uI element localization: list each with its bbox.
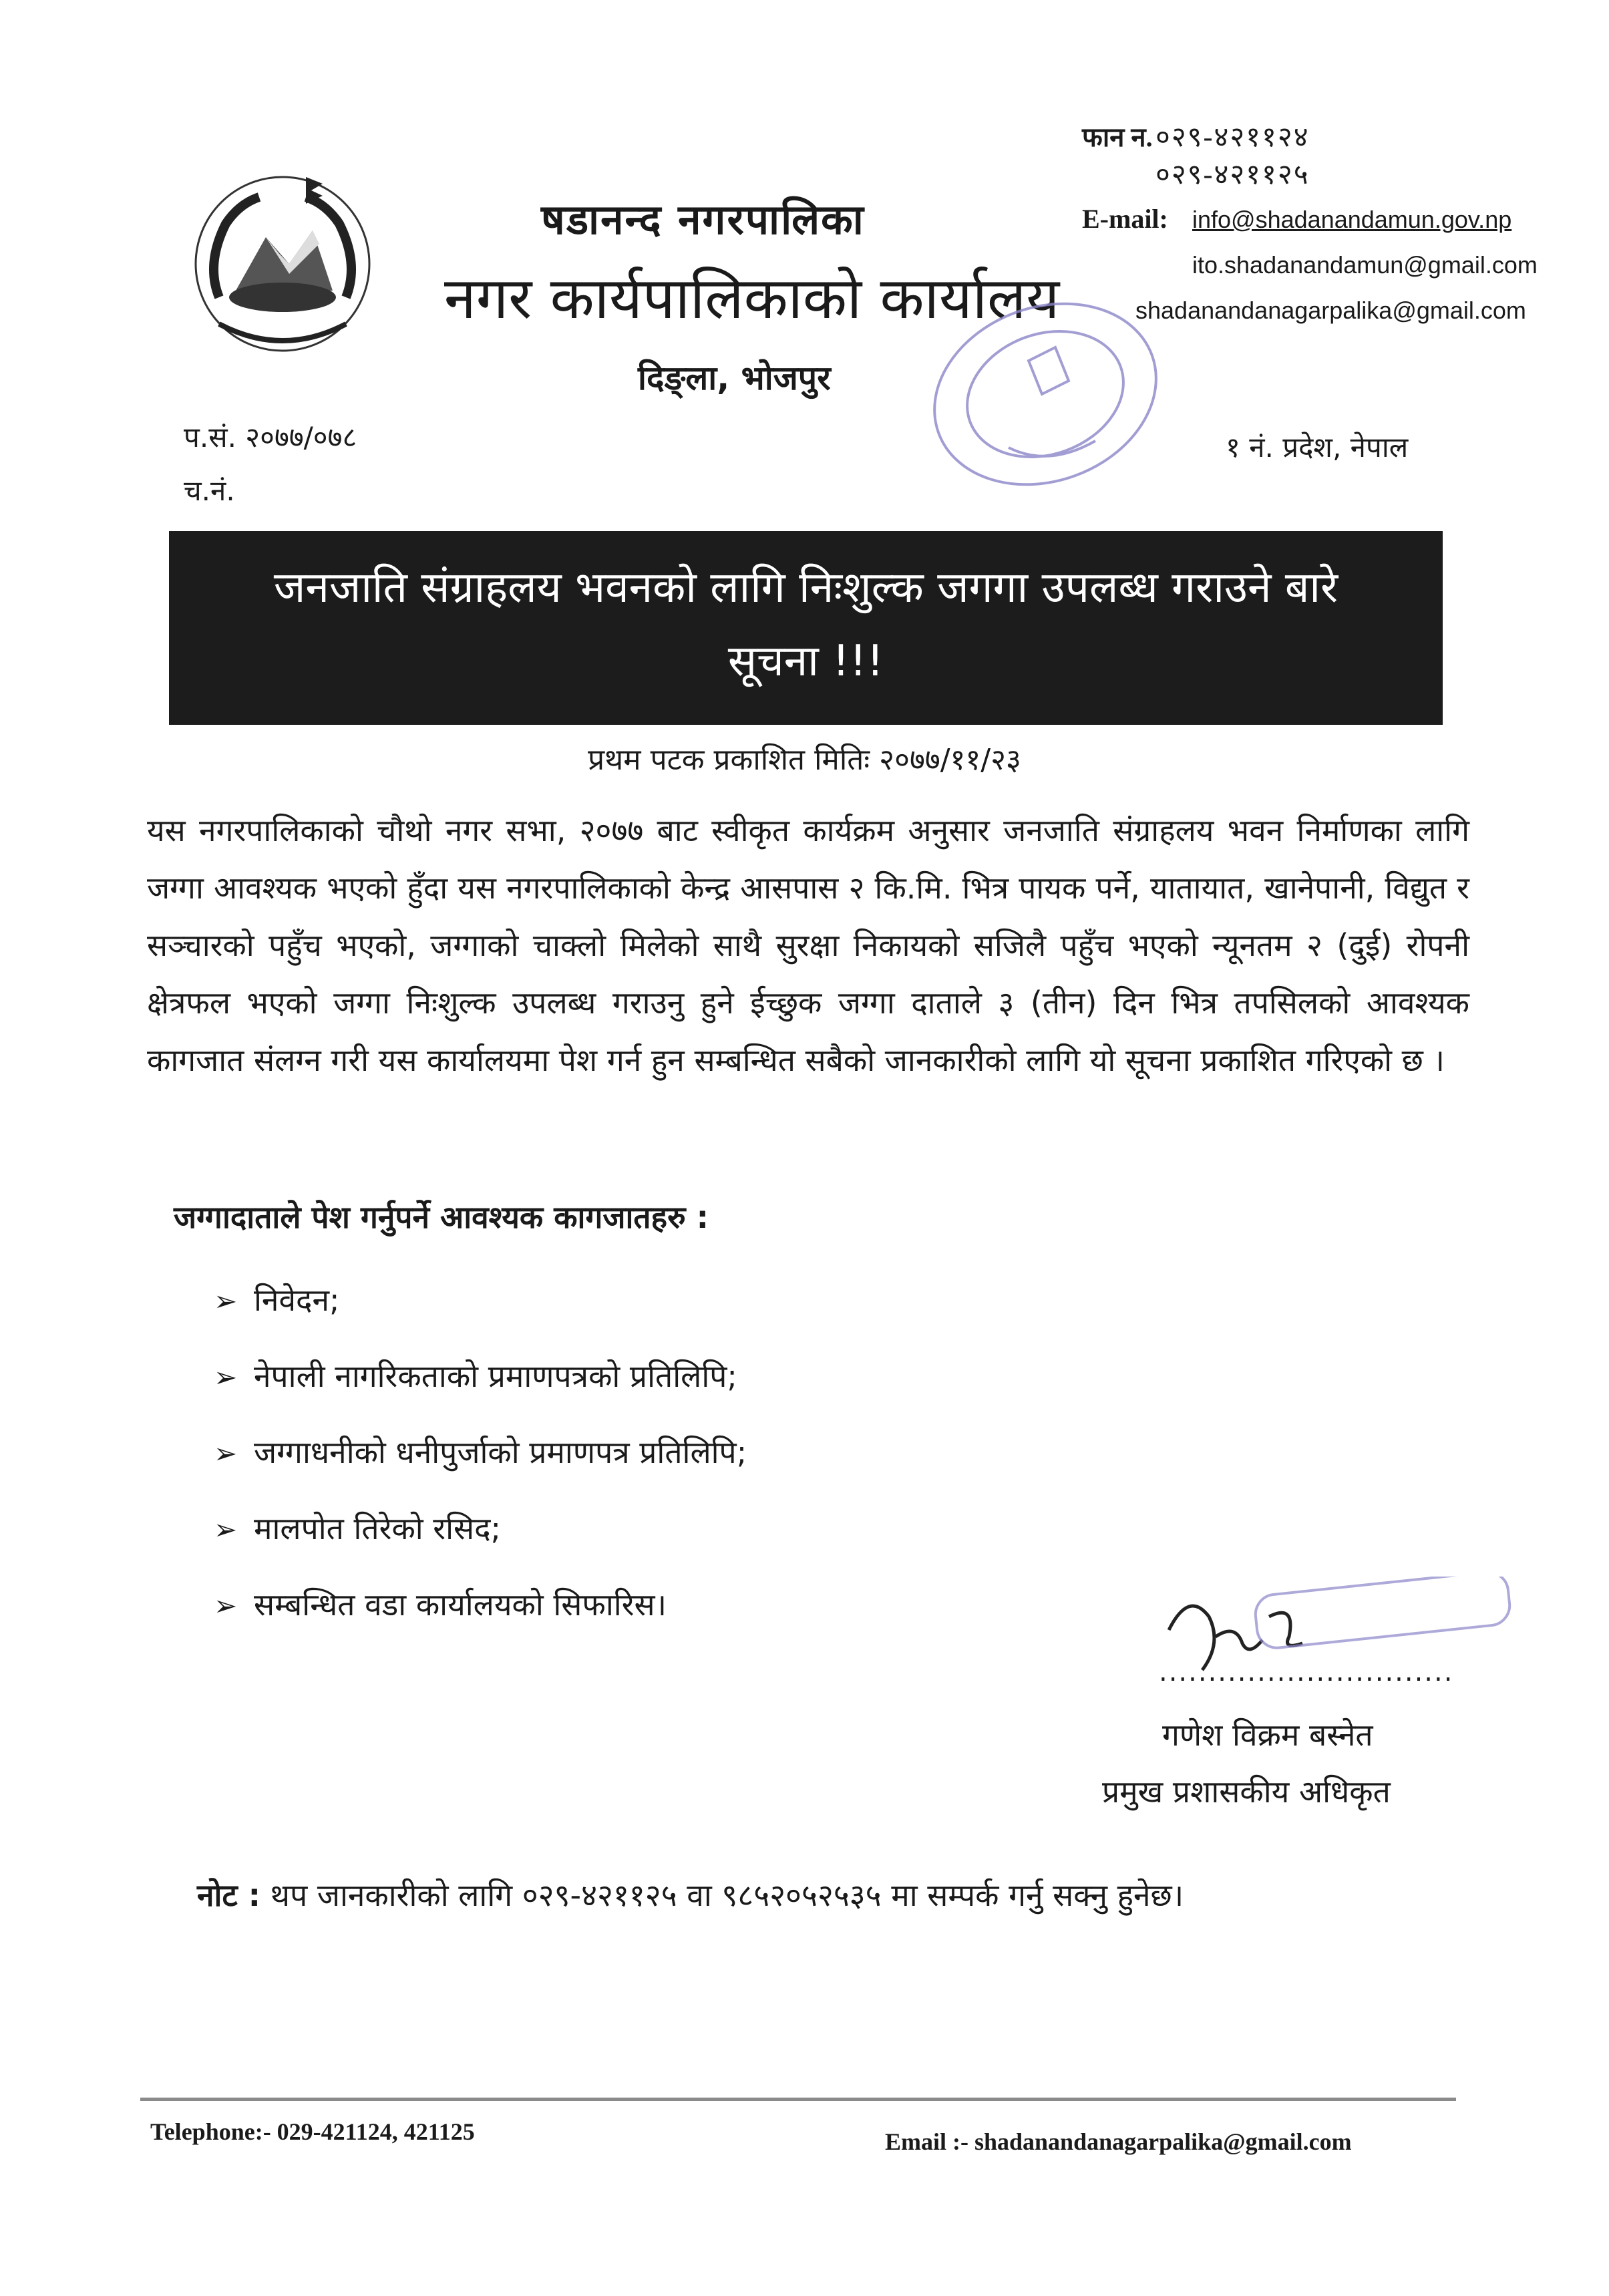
requirements-heading: जग्गादाताले पेश गर्नुपर्ने आवश्यक कागजातहरु : — [174, 1199, 709, 1235]
nepal-emblem-icon — [179, 164, 386, 364]
signature-line: .............................. — [1159, 1657, 1454, 1687]
signer-name: गणेश विक्रम बस्नेत — [1162, 1717, 1373, 1753]
notice-body: यस नगरपालिकाको चौथो नगर सभा, २०७७ बाट स्वीकृत कार्यक्रम अनुसार जनजाति संग्राहलय भवन निर्माणका लागि जग्गा आवश्यक भएको हुँदा यस नगरपालिकाको केन्द्र आसपास २ कि.मि. भित्र पायक पर्ने, यातायात, खानेपानी, विद्युत र सञ्चारको पहुँच भएको, जग्गाको चाक्लो मिलेको साथै सुरक्षा निकायको सजिलै पहुँच भएको न्यूनतम २ (दुई) रोपनी क्षेत्रफल भएको जग्गा निःशुल्क उपलब्ध गराउनु हुने ईच्छुक जग्गा दाताले ३ (तीन) दिन भित्र तपसिलको आवश्यक कागजात संलग्न गरी यस कार्यालयमा पेश गर्न हुन सम्बन्धित सबैको जानकारीको लागि यो सूचना प्रकाशित गरिएको छ । — [147, 812, 1469, 1078]
list-item: ➢ निवेदन; — [214, 1263, 747, 1339]
office-name: नगर कार्यपालिकाको कार्यालय — [444, 265, 1060, 332]
arrow-bullet-icon: ➢ — [214, 1589, 238, 1622]
office-stamp-icon — [895, 294, 1176, 514]
phone-block — [1082, 119, 1310, 194]
footer-email: Email :- shadanandanagarpalika@gmail.com — [885, 2128, 1352, 2155]
requirements-list — [214, 1263, 747, 1643]
email-2[interactable]: ito.shadanandamun@gmail.com — [1192, 251, 1538, 279]
ref-number: प.सं. २०७७/०७८ — [184, 421, 357, 454]
phone-2: ०२९-४२११२५ — [1155, 160, 1310, 190]
signature-icon — [1149, 1577, 1523, 1710]
office-address: दिङ्ला, भोजपुर — [638, 359, 831, 397]
publish-date: प्रथम पटक प्रकाशित मितिः २०७७/११/२३ — [588, 743, 1021, 777]
note-label: नोट : — [197, 1877, 261, 1913]
dispatch-number: च.नं. — [184, 474, 235, 507]
province: १ नं. प्रदेश, नेपाल — [1226, 431, 1409, 464]
arrow-bullet-icon: ➢ — [214, 1513, 238, 1546]
banner-line-2: सूचना !!! — [727, 637, 884, 686]
arrow-bullet-icon: ➢ — [214, 1437, 238, 1470]
list-item: ➢ नेपाली नागरिकताको प्रमाणपत्रको प्रतिलिपि; — [214, 1339, 747, 1415]
note — [197, 1874, 1184, 1915]
email-list — [1135, 197, 1538, 333]
list-item: ➢ जग्गाधनीको धनीपुर्जाको प्रमाणपत्र प्रतिलिपि; — [214, 1415, 747, 1491]
email-1[interactable]: info@shadanandamun.gov.np — [1192, 206, 1512, 233]
org-name: षडानन्द नगरपालिका — [541, 195, 865, 244]
footer-telephone: Telephone:- 029-421124, 421125 — [150, 2118, 475, 2145]
phone-1: ०२९-४२११२४ — [1155, 122, 1310, 153]
arrow-bullet-icon: ➢ — [214, 1361, 238, 1393]
notice-title-banner — [169, 531, 1443, 725]
reference-block — [184, 411, 357, 518]
email-3[interactable]: shadanandanagarpalika@gmail.com — [1135, 297, 1526, 324]
note-text: थप जानकारीको लागि ०२९-४२११२५ वा ९८५२०५२५३५ मा सम्पर्क गर्नु सक्नु हुनेछ। — [270, 1877, 1184, 1913]
list-item: ➢ सम्बन्धित वडा कार्यालयको सिफारिस। — [214, 1567, 747, 1643]
email-label: E-mail: — [1082, 204, 1168, 234]
signer-title: प्रमुख प्रशासकीय अधिकृत — [1102, 1774, 1391, 1810]
banner-line-1: जनजाति संग्राहलय भवनको लागि निःशुल्क जगगा उपलब्ध गराउने बारे — [273, 563, 1338, 613]
list-item: ➢ मालपोत तिरेको रसिद; — [214, 1491, 747, 1567]
footer-divider — [140, 2098, 1456, 2101]
arrow-bullet-icon: ➢ — [214, 1285, 238, 1317]
phone-label: फान न. — [1082, 122, 1153, 152]
